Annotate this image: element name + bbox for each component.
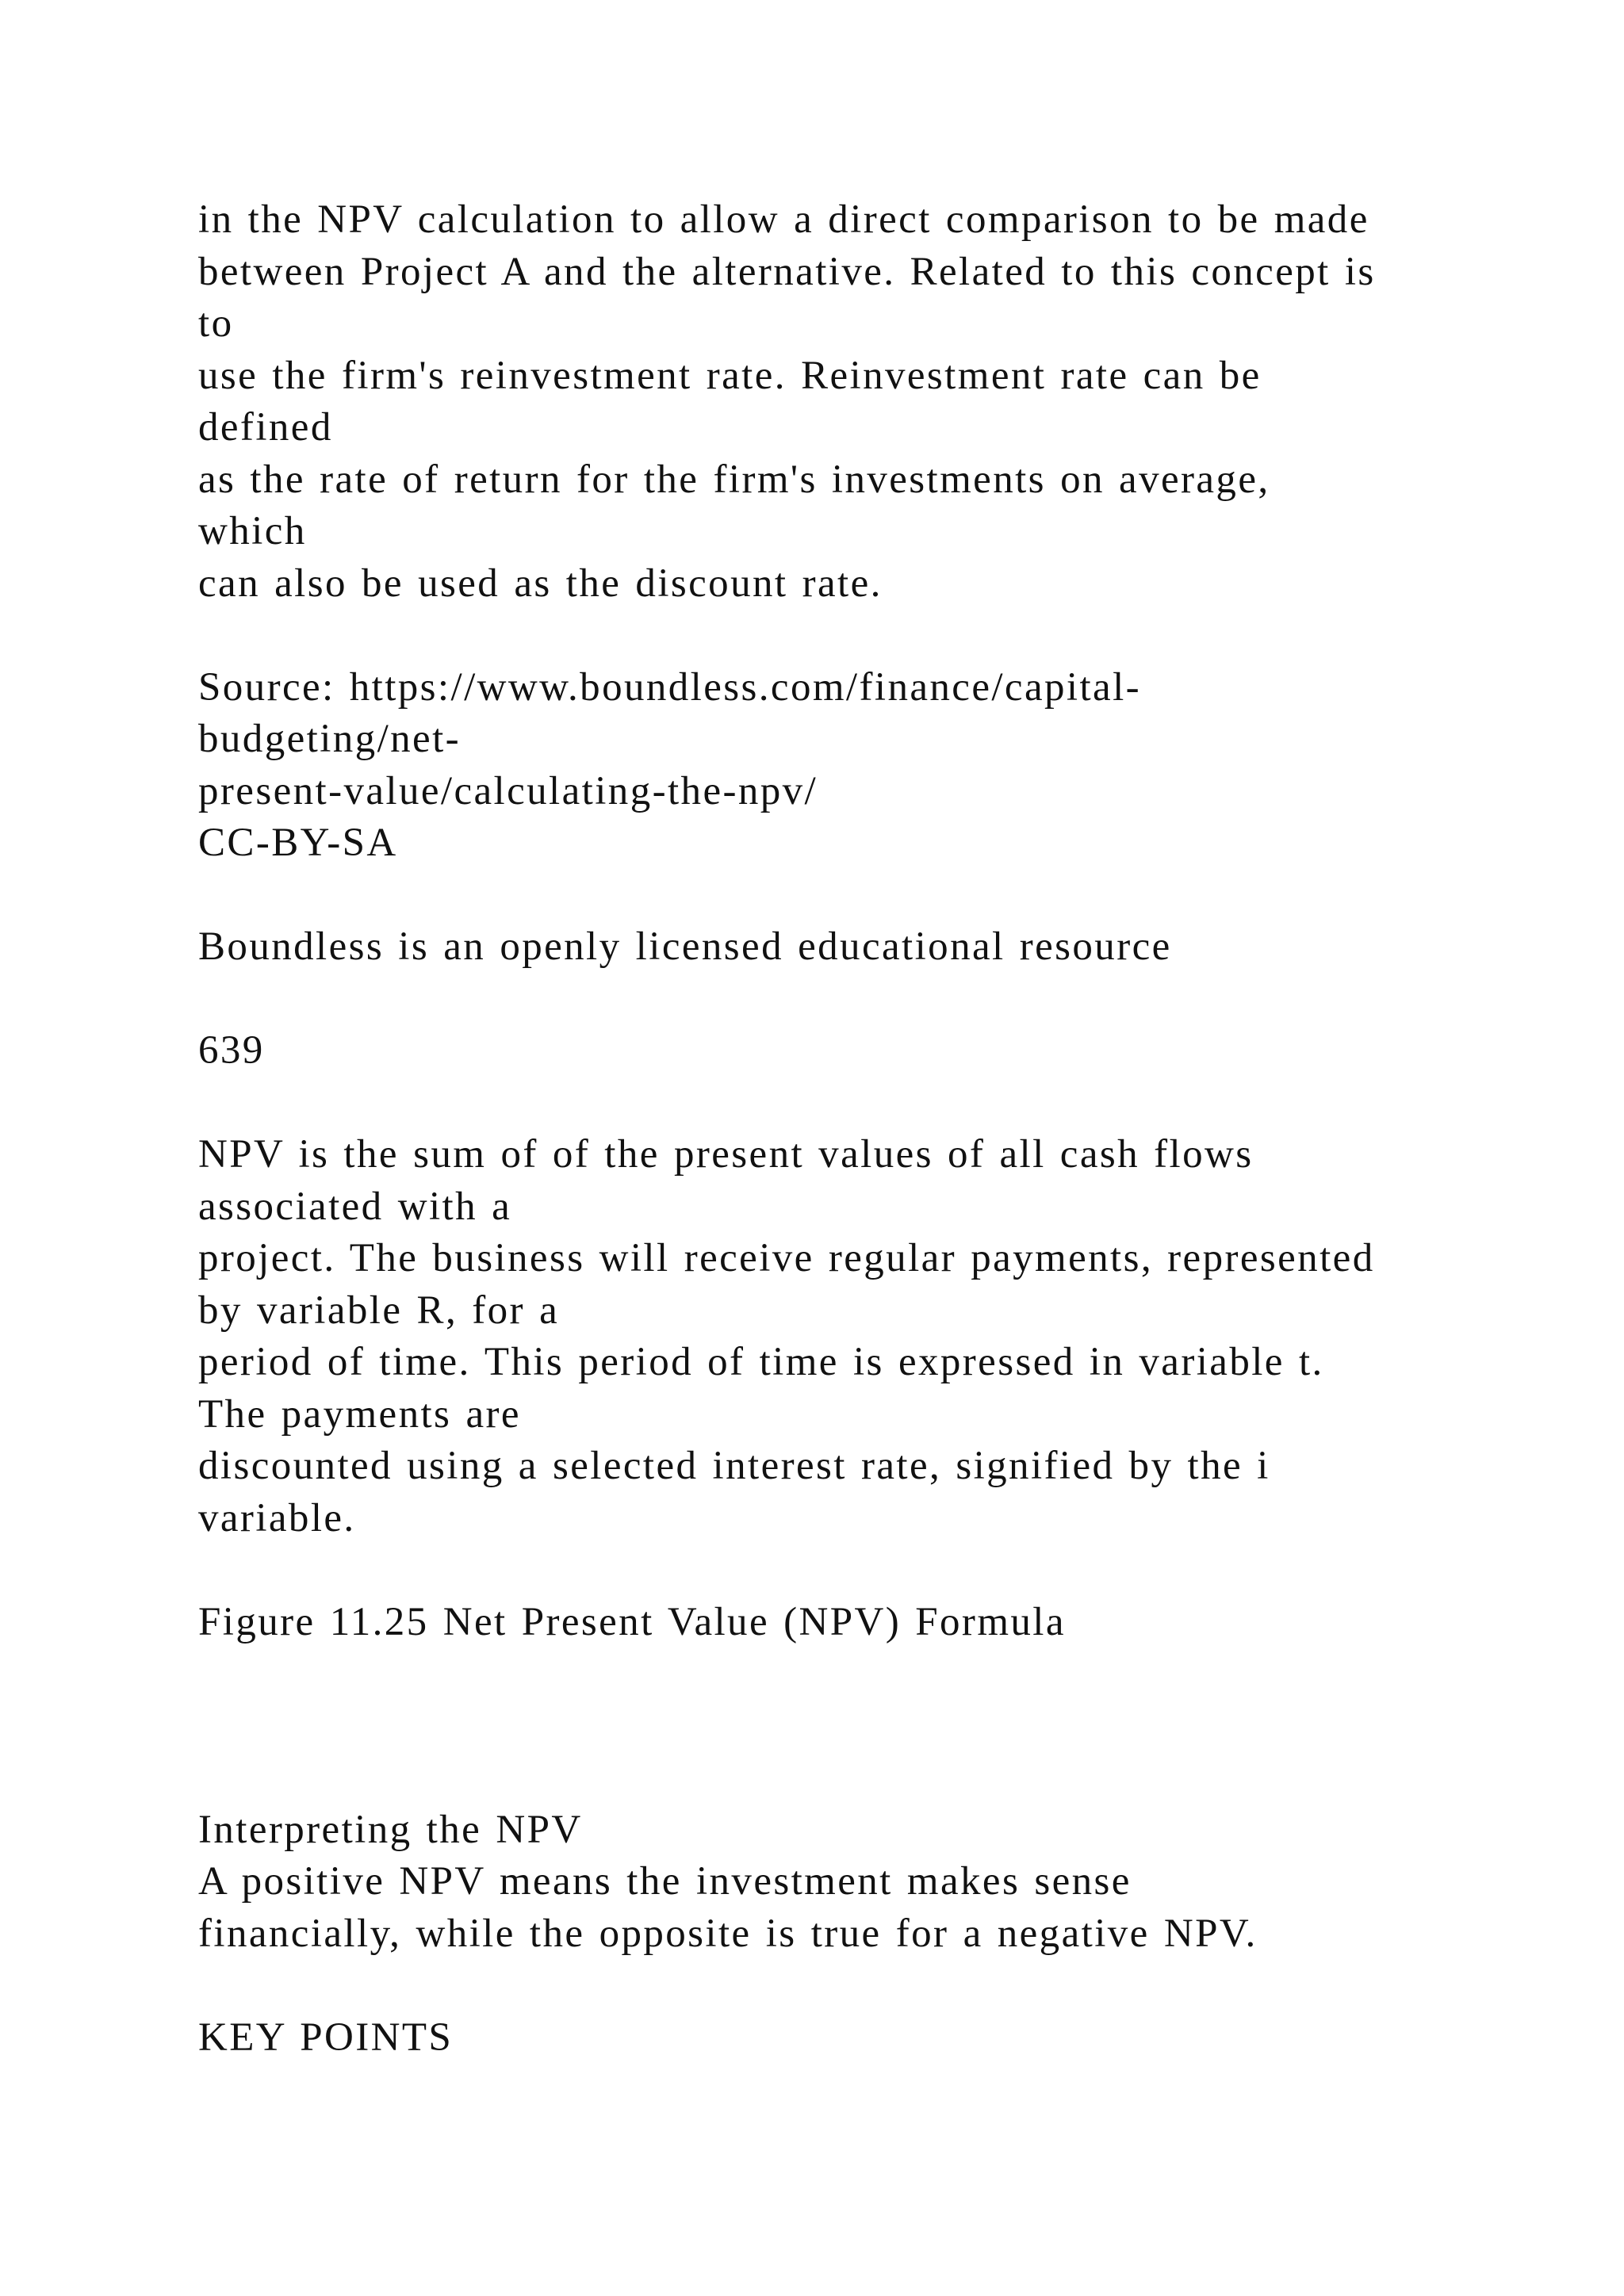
text-line: project. The business will receive regular payments, represented (198, 1236, 1375, 1280)
paragraph-npv-definition (198, 1129, 1546, 1544)
spacer (198, 1960, 1546, 2012)
source-line: Source: https://www.boundless.com/finance/capital- (198, 664, 1142, 710)
text-line: A positive NPV means the investment makes sense (198, 1859, 1132, 1904)
license-line: CC-BY-SA (198, 821, 398, 865)
text-line: discounted using a selected interest rate, signified by the i (198, 1444, 1270, 1488)
text-line: associated with a (198, 1184, 512, 1229)
source-line: present-value/calculating-the-npv/ (198, 768, 818, 813)
boundless-note: Boundless is an openly licensed educational resource (198, 924, 1172, 969)
spacer (198, 1544, 1546, 1597)
text-line: by variable R, for a (198, 1288, 560, 1333)
text-line: between Project A and the alternative. Related to this concept is (198, 249, 1376, 294)
source-line: budgeting/net- (198, 717, 462, 761)
figure-area (198, 1648, 1546, 1804)
text-line: NPV is the sum of of the present values of all cash flows (198, 1132, 1254, 1177)
text-line: can also be used as the discount rate. (198, 561, 883, 606)
text-line: in the NPV calculation to allow a direct comparison to be made (198, 197, 1369, 242)
spacer (198, 1077, 1546, 1130)
section-heading: Interpreting the NPV (198, 1807, 583, 1852)
text-line: as the rate of return for the firm's investments on average, (198, 457, 1270, 502)
text-line: financially, while the opposite is true for a negative NPV. (198, 1911, 1258, 1956)
text-line: which (198, 509, 307, 553)
text-line: The payments are (198, 1391, 521, 1437)
text-line: use the firm's reinvestment rate. Reinvestment rate can be (198, 353, 1262, 398)
text-line: period of time. This period of time is expressed in variable t. (198, 1340, 1324, 1384)
figure-caption: Figure 11.25 Net Present Value (NPV) Formula (198, 1599, 1066, 1644)
text-line: variable. (198, 1495, 356, 1540)
source-citation (198, 662, 1546, 870)
document-body (198, 194, 1546, 2064)
page-number: 639 (198, 1028, 265, 1073)
spacer (198, 870, 1546, 922)
paragraph-npv-comparison (198, 194, 1546, 610)
text-line: to (198, 301, 234, 346)
spacer (198, 610, 1546, 662)
key-points-heading: KEY POINTS (198, 2015, 454, 2060)
text-line: defined (198, 405, 333, 450)
paragraph-npv-interpretation (198, 1856, 1546, 1960)
spacer (198, 974, 1546, 1026)
